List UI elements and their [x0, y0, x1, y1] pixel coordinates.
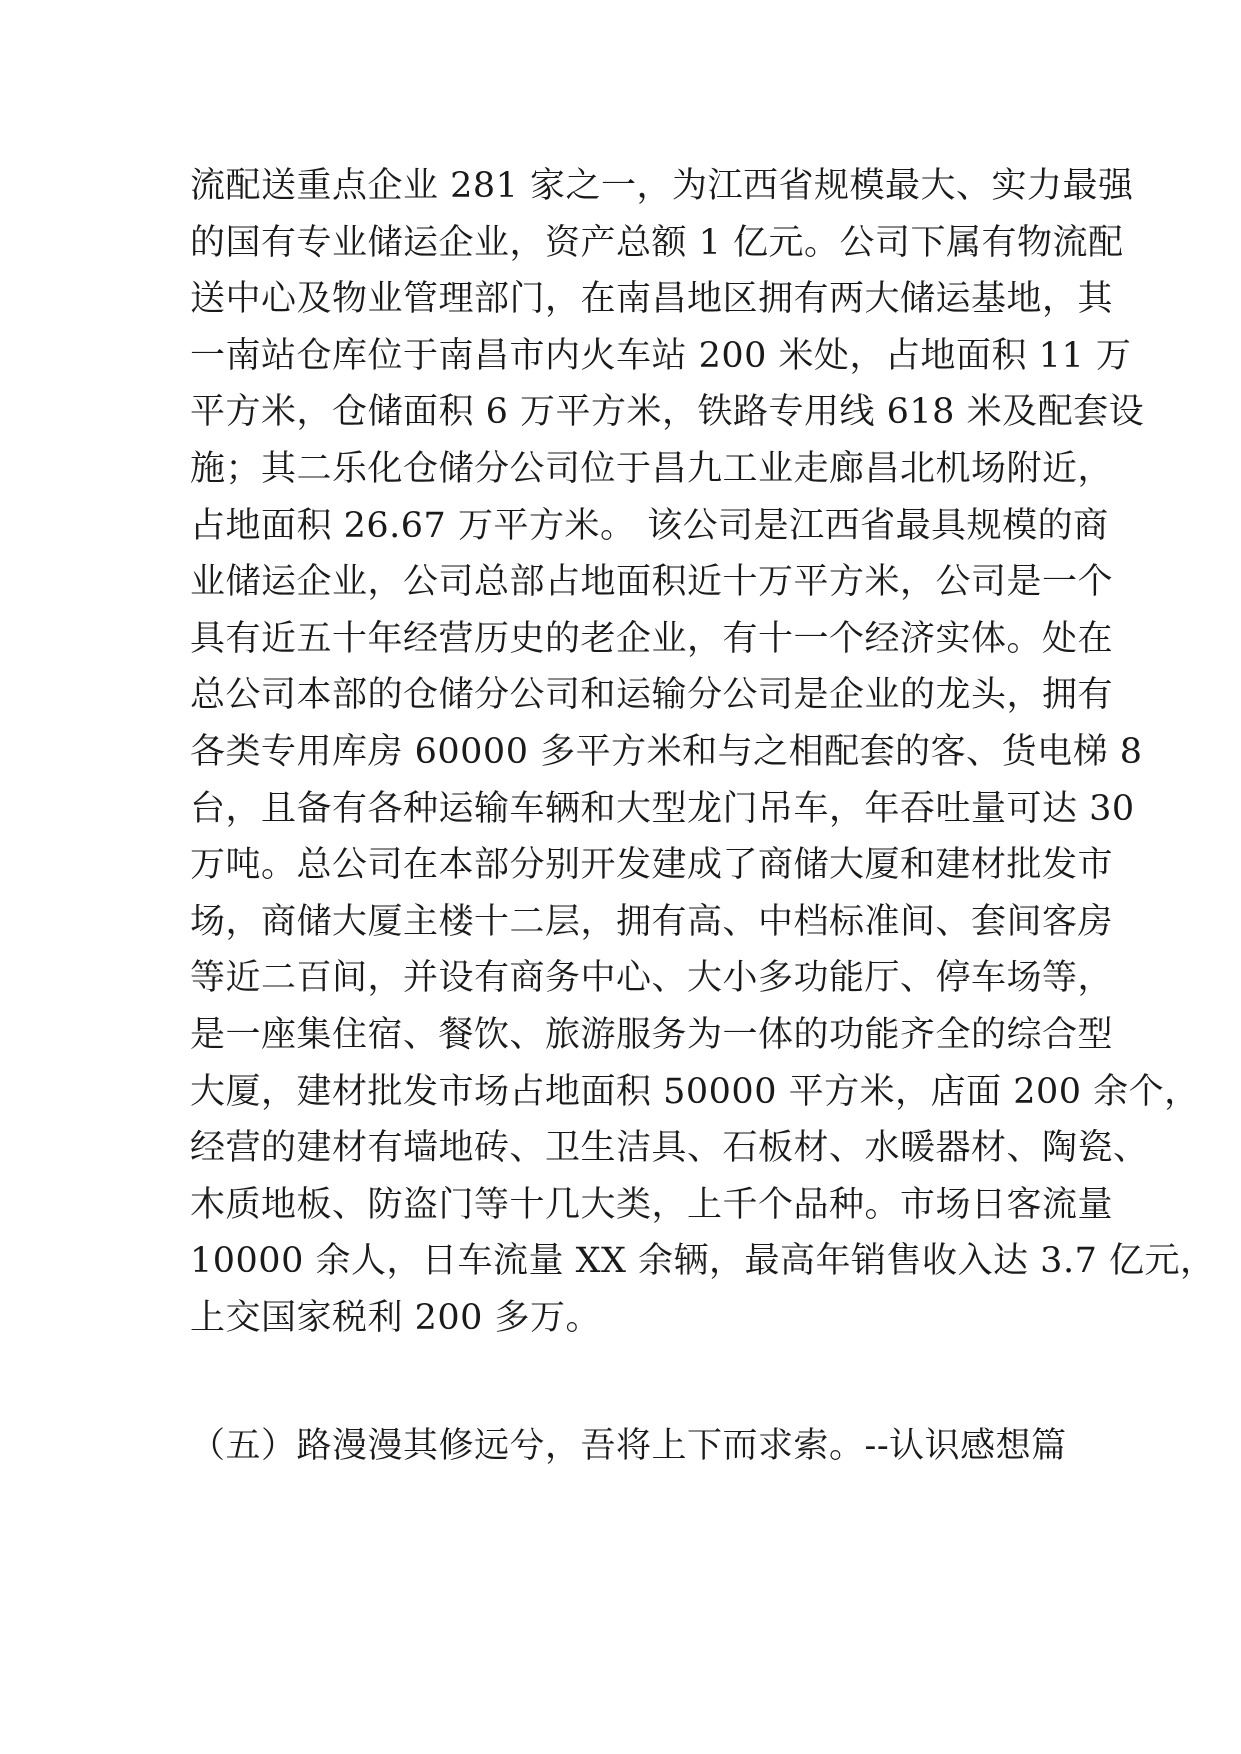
paragraph-line: 大厦，建材批发市场占地面积 50000 平方米，店面 200 余个，	[190, 1071, 1200, 1112]
paragraph-line: 万吨。总公司在本部分别开发建成了商储大厦和建材批发市	[190, 845, 1114, 886]
paragraph-line: 平方米，仓储面积 6 万平方米，铁路专用线 618 米及配套设	[190, 392, 1145, 433]
paragraph-line: 送中心及物业管理部门，在南昌地区拥有两大储运基地，其	[190, 279, 1114, 320]
paragraph-line: 等近二百间，并设有商务中心、大小多功能厅、停车场等，	[190, 958, 1114, 999]
paragraph-line: 台，且备有各种运输车辆和大型龙门吊车，年吞吐量可达 30	[190, 788, 1135, 829]
paragraph-line: 业储运企业，公司总部占地面积近十万平方米，公司是一个	[190, 562, 1114, 603]
paragraph-line: 是一座集住宿、餐饮、旅游服务为一体的功能齐全的综合型	[190, 1014, 1114, 1055]
paragraph-line: 总公司本部的仓储分公司和运输分公司是企业的龙头，拥有	[190, 675, 1114, 716]
paragraph-line: 木质地板、防盗门等十几大类，上千个品种。市场日客流量	[190, 1184, 1114, 1225]
paragraph-line: 经营的建材有墙地砖、卫生洁具、石板材、水暖器材、陶瓷、	[190, 1128, 1149, 1169]
paragraph-line: 各类专用库房 60000 多平方米和与之相配套的客、货电梯 8	[190, 731, 1143, 772]
paragraph-line: 上交国家税利 200 多万。	[190, 1297, 602, 1338]
body-paragraph	[190, 158, 1216, 1346]
paragraph-line: 10000 余人，日车流量 XX 余辆，最高年销售收入达 3.7 亿元，	[190, 1241, 1216, 1282]
paragraph-line: 占地面积 26.67 万平方米。 该公司是江西省最具规模的商	[190, 505, 1109, 546]
paragraph-line: 具有近五十年经营历史的老企业，有十一个经济实体。处在	[190, 618, 1114, 659]
section-heading: （五）路漫漫其修远兮，吾将上下而求索。--认识感想篇	[190, 1426, 1067, 1466]
paragraph-line: 一南站仓库位于南昌市内火车站 200 米处，占地面积 11 万	[190, 335, 1132, 376]
paragraph-line: 的国有专业储运企业，资产总额 1 亿元。公司下属有物流配	[190, 222, 1124, 263]
paragraph-line: 场，商储大厦主楼十二层，拥有高、中档标准间、套间客房	[190, 901, 1114, 942]
paragraph-line: 施；其二乐化仓储分公司位于昌九工业走廊昌北机场附近，	[190, 448, 1114, 489]
paragraph-line: 流配送重点企业 281 家之一，为江西省规模最大、实力最强	[190, 166, 1134, 206]
